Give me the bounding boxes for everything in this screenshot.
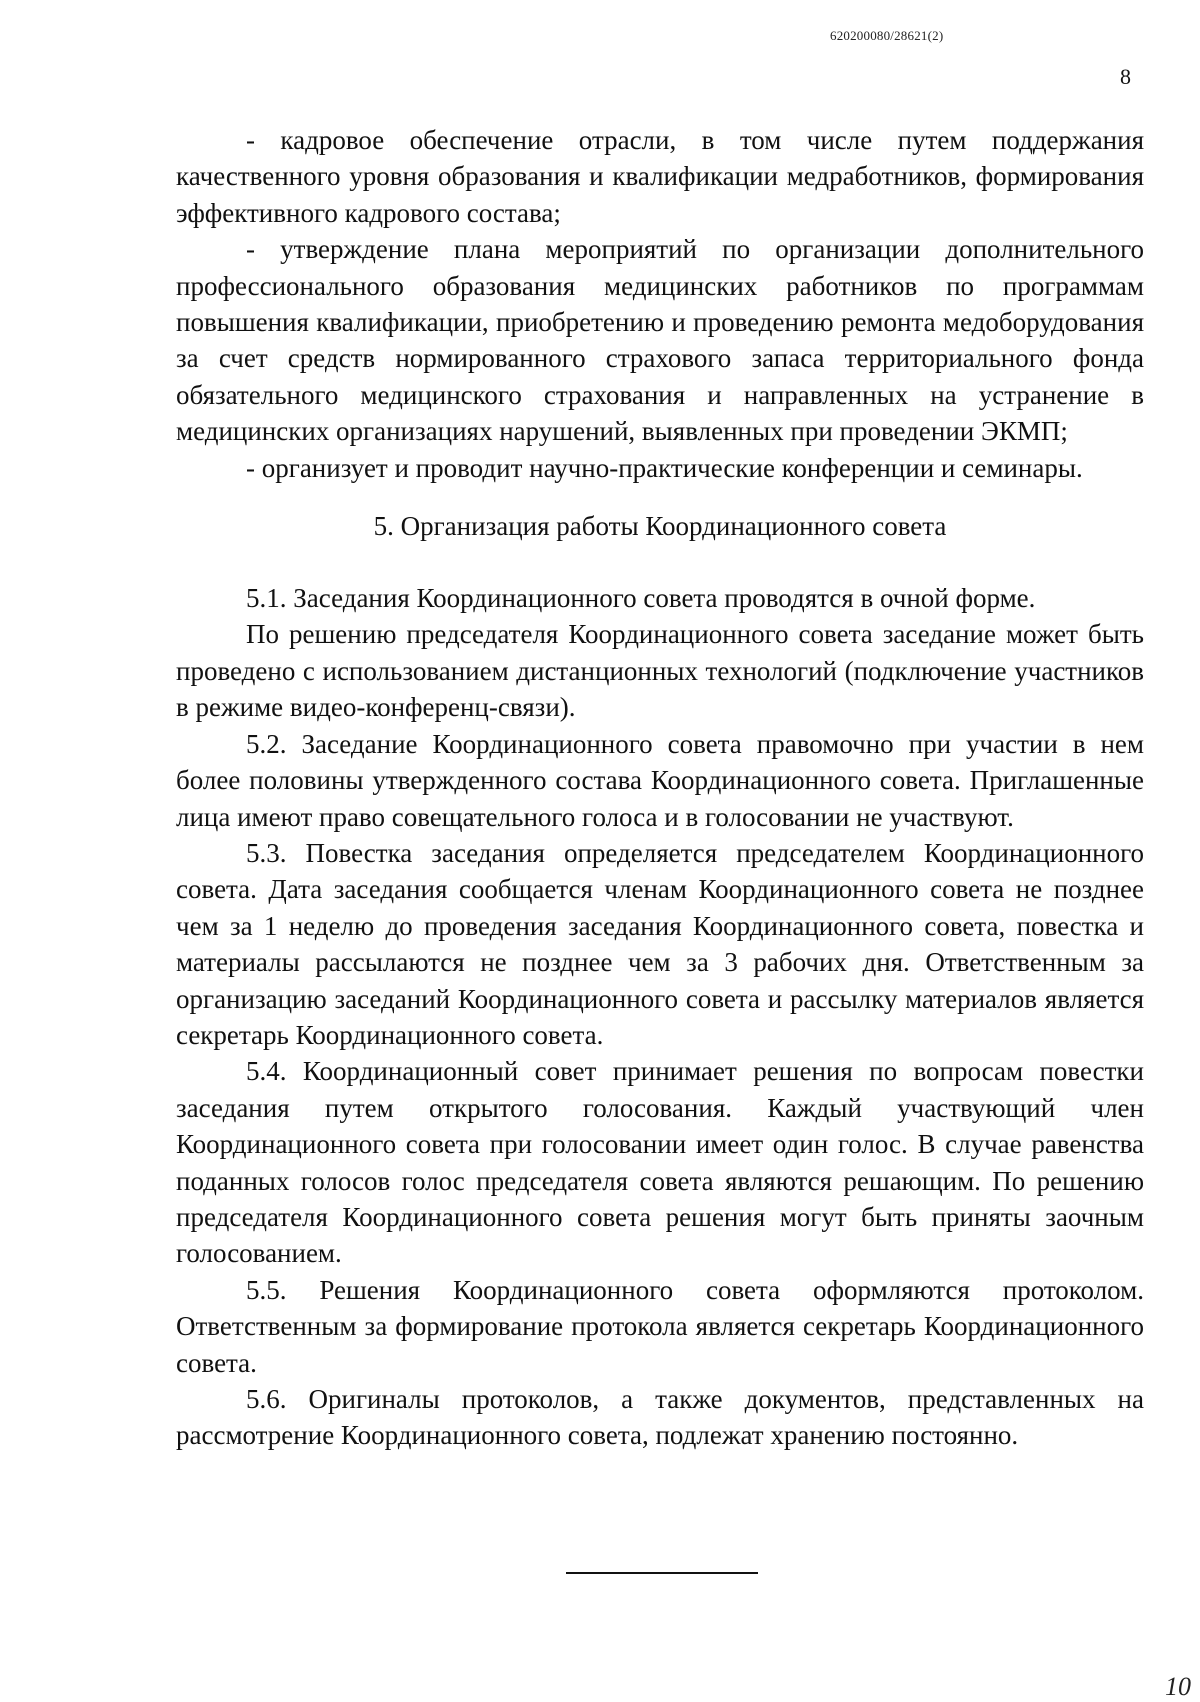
paragraph-5-5: 5.5. Решения Координационного совета оформляются протоколом. Ответственным за формирование протокола является секретарь Координационного совета. (176, 1274, 1144, 1378)
paragraph-5-1-remote: По решению председателя Координационного совета заседание может быть проведено с использованием дистанционных технологий (подключение участников в режиме видео-конференц-связи). (176, 619, 1144, 723)
list-item: - организует и проводит научно-практические конференции и семинары. (246, 452, 1083, 483)
end-separator-line (566, 1572, 758, 1574)
page-number: 8 (1120, 64, 1131, 89)
list-item: - утверждение плана мероприятий по организации дополнительного профессионального образования медицинских работников по программам повышения квалификации, приобретению и проведению ремонта медоборудования за счет средств нормированного страхового запаса территориального фонда обязательного медицинского страхования и направленных на устранение в медицинских организациях нарушений, выявленных при проведении ЭКМП; (176, 234, 1144, 447)
paragraph-5-6: 5.6. Оригиналы протоколов, а также документов, представленных на рассмотрение Координационного совета, подлежат хранению постоянно. (176, 1384, 1144, 1451)
list-item: - кадровое обеспечение отрасли, в том числе путем поддержания качественного уровня образования и квалификации медработников, формирования эффективного кадрового состава; (176, 125, 1144, 228)
paragraph-5-3: 5.3. Повестка заседания определяется председателем Координационного совета. Дата заседания сообщается членам Координационного совета не позднее чем за 1 неделю до проведения заседания Координационного совета, повестка и материалы рассылаются не позднее чем за 3 рабочих дня. Ответственным за организацию заседаний Координационного совета и рассылку материалов является секретарь Координационного совета. (176, 837, 1144, 1050)
document-body (176, 122, 1144, 1454)
section-title: 5. Организация работы Координационного совета (373, 511, 947, 542)
paragraph-5-4: 5.4. Координационный совет принимает решения по вопросам повестки заседания путем открытого голосования. Каждый участвующий член Координационного совета при голосовании имеет один голос. В случае равенства поданных голосов голос председателя совета являются решающим. По решению председателя Координационного совета решения могут быть приняты заочным голосованием. (176, 1056, 1144, 1269)
paragraph-5-1: 5.1. Заседания Координационного совета проводятся в очной форме. (246, 583, 1036, 614)
corner-page-mark: 10 (1165, 1672, 1191, 1701)
paragraph-5-2: 5.2. Заседание Координационного совета правомочно при участии в нем более половины утвержденного состава Координационного совета. Приглашенные лица имеют право совещательного голоса и в голосовании не участвуют. (176, 728, 1144, 832)
document-code: 620200080/28621(2) (830, 28, 944, 43)
